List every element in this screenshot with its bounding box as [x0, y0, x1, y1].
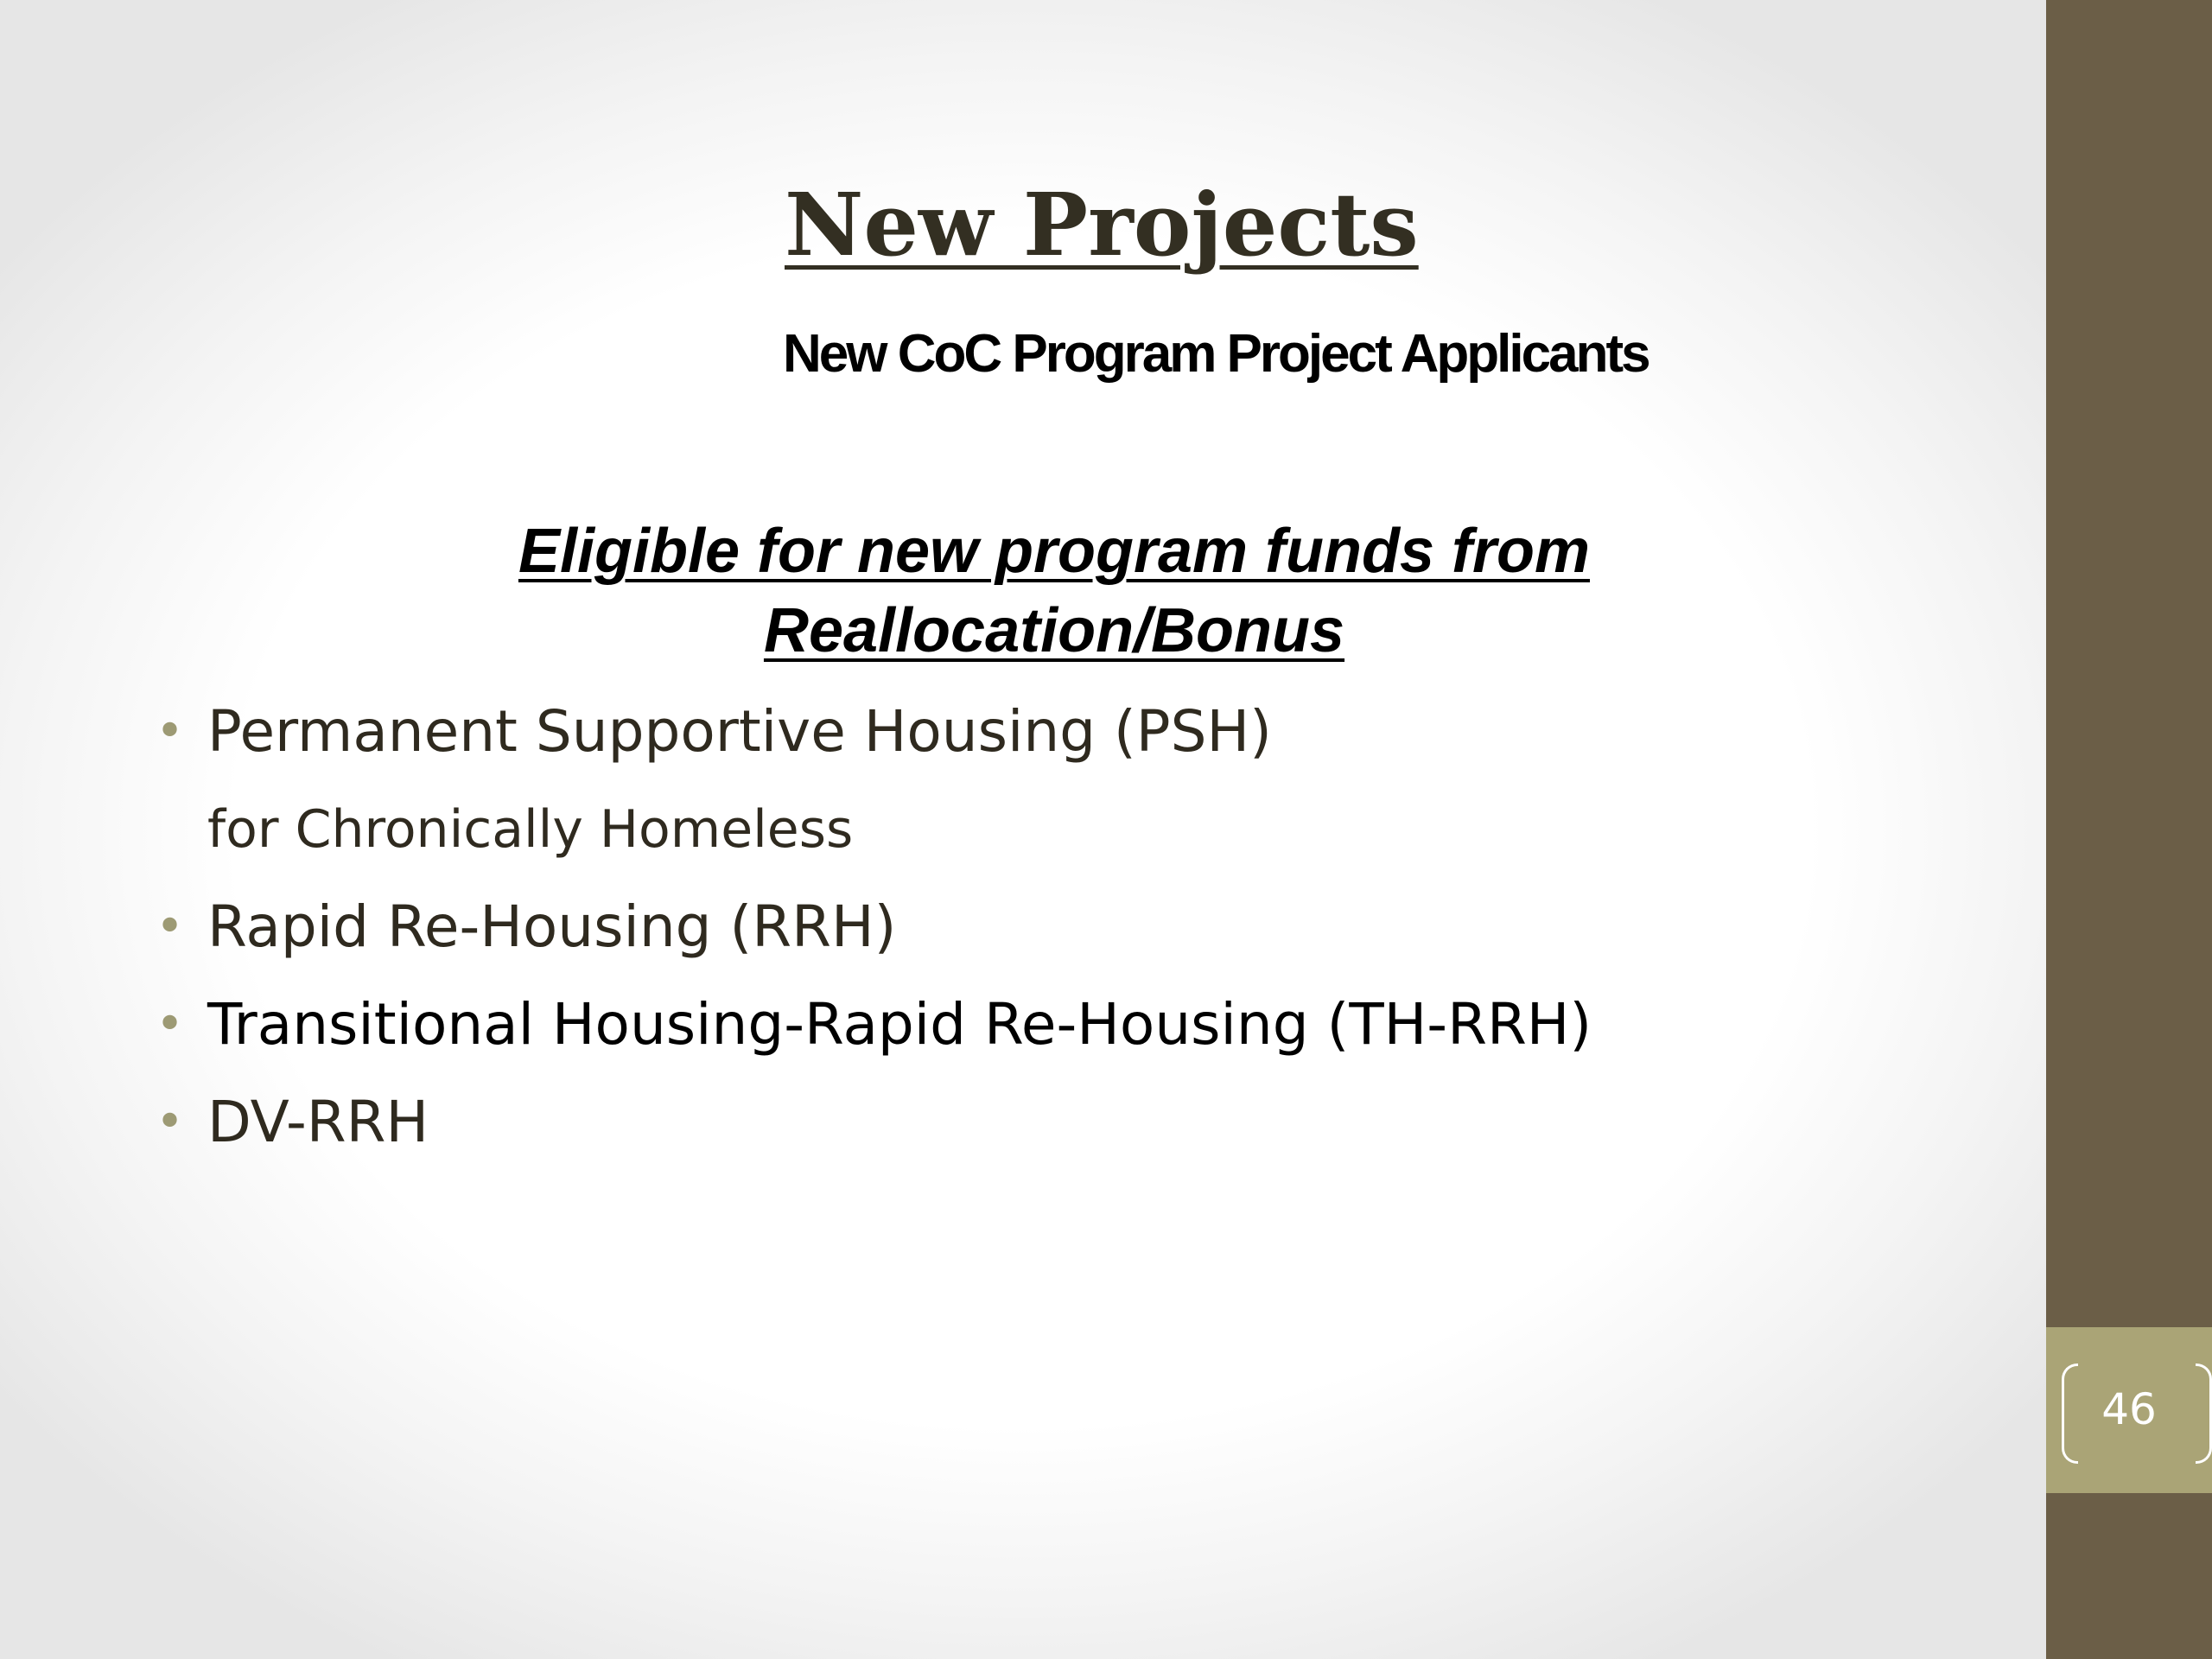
bullet-text: Permanent Supportive Housing (PSH) — [207, 698, 1272, 765]
slide-subtitle: New CoC Program Project Applicants — [783, 324, 1649, 384]
side-panel — [2046, 0, 2212, 1659]
bullet-text: for Chronically Homeless — [207, 799, 854, 860]
eligible-heading-line-1: Eligible for new program funds from — [518, 517, 1591, 586]
list-item — [152, 687, 1592, 777]
eligible-heading-line-2: Reallocation/Bonus — [763, 596, 1345, 665]
slide-title: New Projects — [785, 174, 1419, 276]
bullet-icon: • — [156, 899, 185, 955]
right-bracket-icon — [2196, 1363, 2212, 1464]
list-item-continuation — [152, 777, 1592, 882]
list-item — [152, 1077, 1592, 1167]
page-number-box — [2046, 1327, 2212, 1493]
bullet-text: Rapid Re-Housing (RRH) — [207, 893, 897, 960]
bullet-list — [152, 687, 1592, 1167]
page-number: 46 — [2101, 1384, 2157, 1434]
bullet-icon: • — [156, 996, 185, 1052]
list-item — [152, 972, 1592, 1077]
list-item — [152, 882, 1592, 972]
eligible-heading — [363, 512, 1745, 671]
bullet-icon: • — [156, 703, 185, 760]
bullet-text: Transitional Housing-Rapid Re-Housing (TH-RRH) — [207, 991, 1592, 1058]
bullet-icon: • — [156, 1094, 185, 1150]
bullet-text: DV-RRH — [207, 1089, 429, 1155]
